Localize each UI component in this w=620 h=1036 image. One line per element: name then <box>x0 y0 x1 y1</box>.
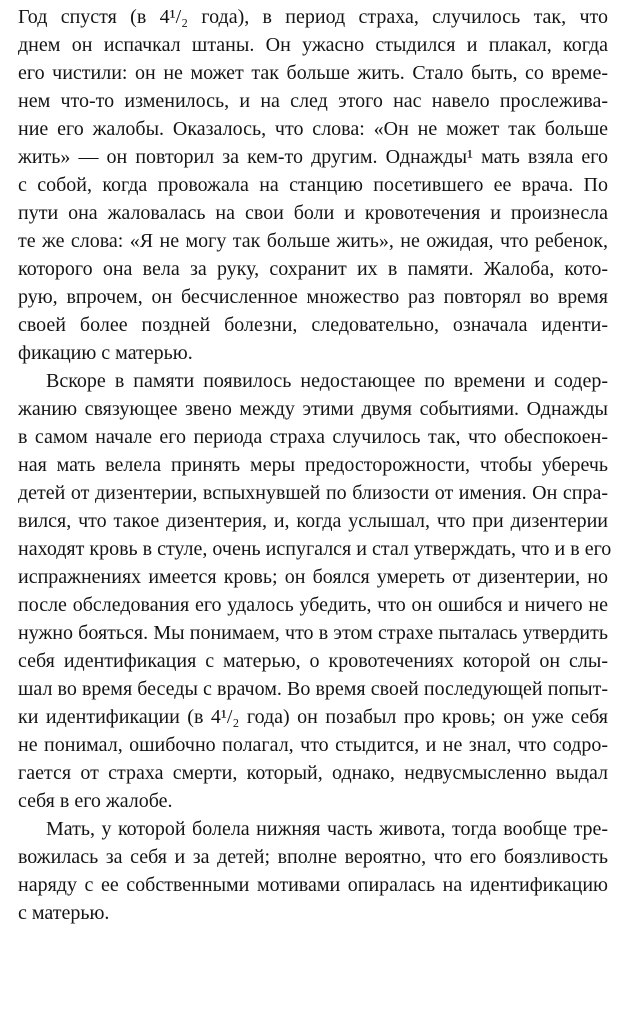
paragraph-first-line: Вскоре в памяти появилось недостающее по времени и содер- <box>46 370 608 392</box>
text-line: пути она жаловалась на свои боли и кровотечения и произнесла <box>18 202 608 224</box>
text-line: с собой, когда провожала на станцию посетившего ее врача. По <box>18 174 608 196</box>
text-line: своей более поздней болезни, следовательно, означала иденти- <box>18 314 608 336</box>
text-line: нужно бояться. Мы понимаем, что в этом страхе пыталась утвердить <box>18 622 608 644</box>
text-line: наряду с ее собственными мотивами опиралась на идентификацию <box>18 874 608 896</box>
text-line: жить» — он повторил за кем-то другим. Однажды¹ мать взяла его <box>18 146 608 168</box>
text-line: гается от страха смерти, который, однако, недвусмысленно выдал <box>18 762 608 784</box>
text-line: себя в его жалобе. <box>18 790 173 812</box>
text-line: находят кровь в стуле, очень испугался и стал утверждать, что и в его <box>18 538 612 560</box>
text-line: себя идентификация с матерью, о кровотечениях которой он слы- <box>18 650 608 672</box>
text-line: детей от дизентерии, вспыхнувшей по близости от имения. Он спра- <box>18 482 608 504</box>
text-line: нем что-то изменилось, и на след этого нас навело прослежива- <box>18 90 608 112</box>
text-line: испражнениях имеется кровь; он боялся умереть от дизентерии, но <box>18 566 608 588</box>
text-line: те же слова: «Я не могу так больше жить», не ожидая, что ребенок, <box>18 230 608 252</box>
text-line: ная мать велела принять меры предосторожности, чтобы уберечь <box>18 454 608 476</box>
text-line: днем он испачкал штаны. Он ужасно стыдился и плакал, когда <box>18 34 608 56</box>
text-line: не понимал, ошибочно полагал, что стыдится, и не знал, что содро- <box>18 734 608 756</box>
text-line: после обследования его удалось убедить, что он ошибся и ничего не <box>18 594 608 616</box>
text-line: Год спустя (в 4¹/₂ года), в период страха, случилось так, что <box>18 6 608 28</box>
text-line: рую, впрочем, он бесчисленное множество раз повторял во время <box>18 286 608 308</box>
text-line: вился, что такое дизентерия, и, когда услышал, что при дизентерии <box>18 510 608 532</box>
text-line: шал во время беседы с врачом. Во время своей последующей попыт- <box>18 678 608 700</box>
text-line: с матерью. <box>18 902 110 924</box>
text-line: ки идентификации (в 4¹/₂ года) он позабыл про кровь; он уже себя <box>18 706 608 728</box>
text-line: фикацию с матерью. <box>18 342 193 364</box>
text-line: вожилась за себя и за детей; вполне вероятно, что его боязливость <box>18 846 608 868</box>
text-line: ние его жалобы. Оказалось, что слова: «Он не может так больше <box>18 118 608 140</box>
text-line: жанию связующее звено между этими двумя событиями. Однажды <box>18 398 608 420</box>
text-line: его чистили: он не может так больше жить. Стало быть, со време- <box>18 62 608 84</box>
text-line: которого она вела за руку, сохранит их в памяти. Жалоба, кото- <box>18 258 608 280</box>
paragraph-first-line: Мать, у которой болела нижняя часть живота, тогда вообще тре- <box>46 818 608 840</box>
text-line: в самом начале его периода страха случилось так, что обеспокоен- <box>18 426 608 448</box>
